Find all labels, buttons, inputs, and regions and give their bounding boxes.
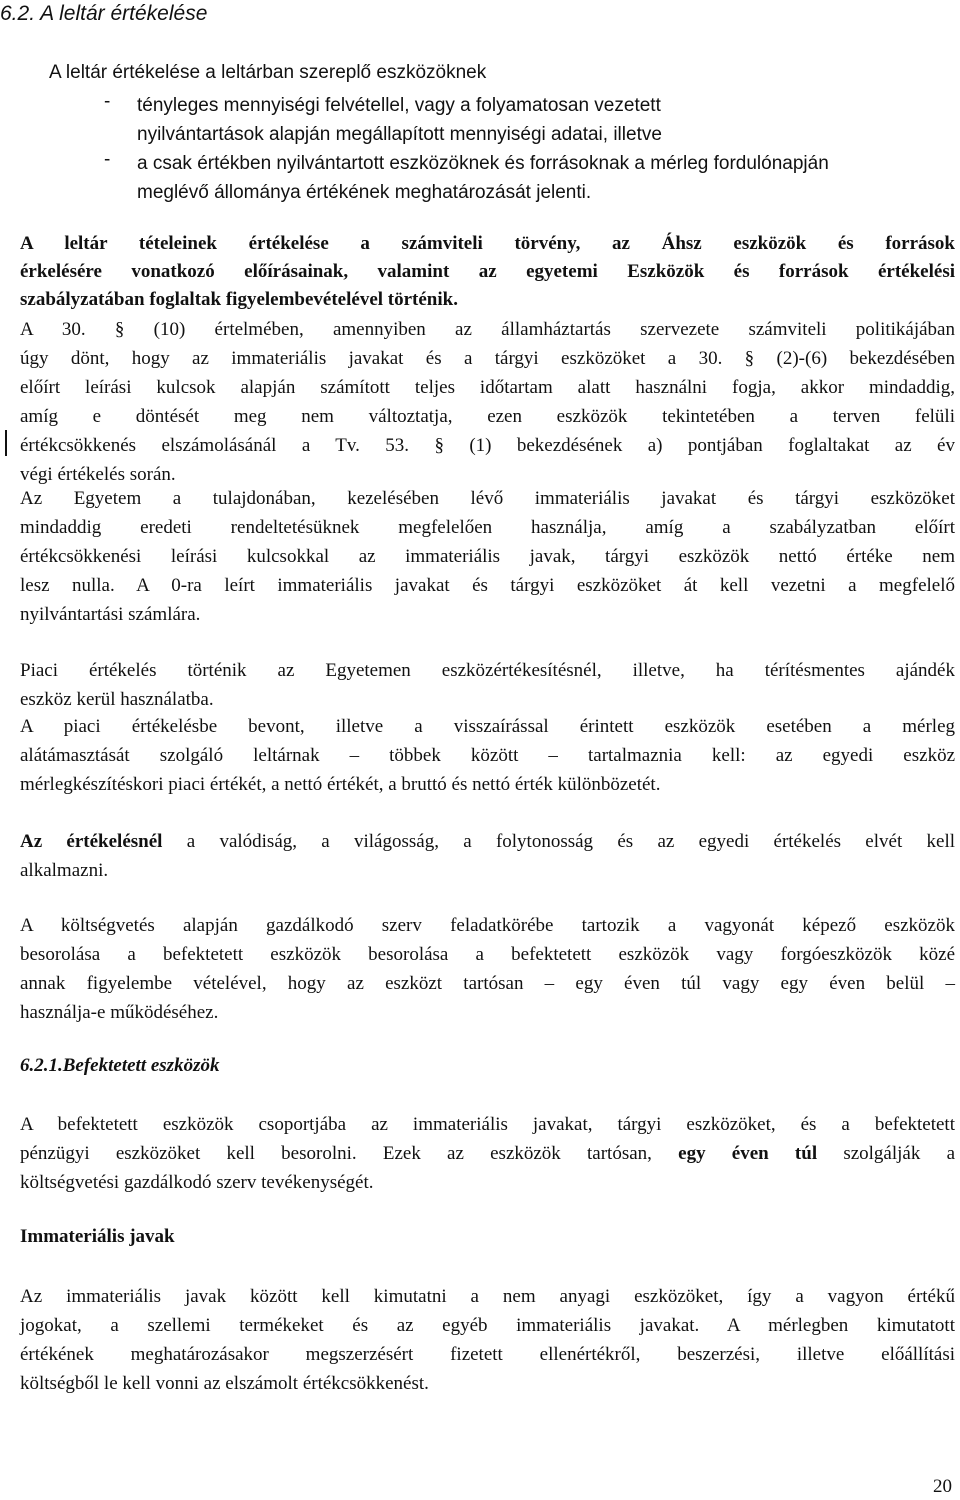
change-bar	[5, 430, 7, 456]
paragraph-line: Az Egyetem a tulajdonában, kezelésében lévő immateriális javakat és tárgyi eszközöket	[20, 488, 955, 509]
bullet-line: tényleges mennyiségi felvétellel, vagy a folyamatosan vezetett	[137, 95, 661, 116]
subsection-number: 6.2.1.	[20, 1055, 63, 1076]
paragraph-line: költségből le kell vonni az elszámolt értékcsökkenést.	[20, 1373, 429, 1394]
ertekeles-paragraph	[20, 827, 955, 885]
bullet-dash: -	[104, 149, 111, 170]
intro-lead: A leltár értékelése a leltárban szereplő eszközöknek	[49, 62, 487, 83]
section30-paragraph	[20, 315, 955, 489]
paragraph-line: lesz nulla. A 0-ra leírt immateriális javakat és tárgyi eszközöket át kell vezetni a megfelelő	[20, 575, 955, 596]
subsection-title: Befektetett eszközök	[62, 1055, 220, 1076]
paragraph-line: jogokat, a szellemi termékeket és az egyéb immateriális javakat. A mérlegben kimutatott	[20, 1315, 955, 1336]
paragraph-line: alkalmazni.	[20, 860, 109, 881]
paragraph-line: költségvetési gazdálkodó szerv tevékenységét.	[20, 1172, 374, 1193]
immat-paragraph	[20, 1282, 955, 1398]
bold-phrase: Az értékelésnél	[20, 831, 163, 852]
bold-phrase: egy éven túl	[678, 1143, 818, 1164]
paragraph-line: A piaci értékelésbe bevont, illetve a visszaírással érintett eszközök esetében a mérleg	[20, 716, 955, 737]
paragraph-line: A 30. § (10) értelmében, amennyiben az államháztartás szervezete számviteli politikájában	[20, 319, 955, 340]
paragraph-line: amíg e döntését meg nem változtatja, ezen eszközök tekintetében a terven felüli	[20, 406, 955, 427]
paragraph-line: A befektetett eszközök csoportjába az immateriális javakat, tárgyi eszközöket, és a befektetett	[20, 1114, 955, 1135]
immat-heading: Immateriális javak	[20, 1226, 175, 1247]
paragraph-line: Az immateriális javak között kell kimutatni a nem anyagi eszközöket, így a vagyon értékű	[20, 1286, 955, 1307]
paragraph-line: alátámasztását szolgáló leltárnak – többek között – tartalmaznia kell: az egyedi eszköz	[20, 745, 955, 766]
paragraph-line: mérlegkészítéskori piaci értékét, a nettó értékét, a bruttó és nettó érték különbözetét.	[20, 774, 661, 795]
piaci-paragraph-2	[20, 712, 955, 799]
subsection-heading	[20, 1055, 219, 1077]
text-run: szolgálják a	[843, 1143, 956, 1164]
paragraph-line	[20, 827, 955, 856]
paragraph-line	[20, 1139, 955, 1168]
befektetett-paragraph	[20, 1110, 955, 1197]
paragraph-line: értékének meghatározásakor megszerzésért fizetett ellenértékről, beszerzési, illetve előállítási	[20, 1344, 955, 1365]
bullet-line: a csak értékben nyilvántartott eszközöknek és forrásoknak a mérleg fordulónapján	[137, 153, 829, 174]
paragraph-line: mindaddig eredeti rendeltetésüknek megfelelően használja, amíg a szabályzatban előírt	[20, 517, 955, 538]
section-heading: 6.2. A leltár értékelése	[0, 2, 208, 25]
bullet-dash: -	[104, 91, 111, 112]
bullet-item	[137, 91, 662, 149]
paragraph-line: A leltár tételeinek értékelése a számviteli törvény, az Áhsz eszközök és források	[20, 233, 955, 254]
paragraph-line: értékcsökkenési leírási kulcsokkal az immateriális javak, tárgyi eszközök nettó értéke nem	[20, 546, 955, 567]
page-number: 20	[933, 1476, 952, 1497]
paragraph-line: eszköz kerül használatba.	[20, 689, 214, 710]
paragraph-line: előírt leírási kulcsok alapján számított teljes időtartam alatt használni fogja, akkor mindaddig,	[20, 377, 955, 398]
paragraph-line: annak figyelembe vételével, hogy az eszközt tartósan – egy éven túl vagy egy éven belül –	[20, 973, 955, 994]
paragraph-line: szabályzatában foglaltak figyelembevételével történik.	[20, 289, 458, 310]
text-run: a valódiság, a világosság, a folytonosság és az egyedi értékelés elvét kell	[162, 831, 955, 852]
paragraph-line: értékcsökkenés elszámolásánál a Tv. 53. § (1) bekezdésének a) pontjában foglaltakat az év	[20, 435, 955, 456]
paragraph-line: végi értékelés során.	[20, 464, 176, 485]
rule-paragraph	[20, 230, 955, 314]
paragraph-line: A költségvetés alapján gazdálkodó szerv feladatkörébe tartozik a vagyonát képező eszközök	[20, 915, 955, 936]
paragraph-line: érkelésére vonatkozó előírásainak, valamint az egyetemi Eszközök és források értékelési	[20, 261, 955, 282]
koltsegvetes-paragraph	[20, 911, 955, 1027]
paragraph-line: használja-e működéséhez.	[20, 1002, 219, 1023]
text-run: pénzügyi eszközöket kell besorolni. Ezek az eszközök tartósan,	[20, 1143, 652, 1164]
egyetem-paragraph	[20, 484, 955, 629]
paragraph-line: besorolása a befektetett eszközök besorolása a befektetett eszközök vagy forgóeszközök közé	[20, 944, 955, 965]
bullet-line: nyilvántartások alapján megállapított mennyiségi adatai, illetve	[137, 124, 662, 145]
paragraph-line: Piaci értékelés történik az Egyetemen eszközértékesítésnél, illetve, ha térítésmentes ajándék	[20, 660, 955, 681]
paragraph-line: úgy dönt, hogy az immateriális javakat és a tárgyi eszközöket a 30. § (2)-(6) bekezdésében	[20, 348, 955, 369]
piaci-paragraph	[20, 656, 955, 714]
bullet-line: meglévő állománya értékének meghatározását jelenti.	[137, 182, 592, 203]
paragraph-line: nyilvántartási számlára.	[20, 604, 201, 625]
bullet-item	[137, 149, 829, 207]
